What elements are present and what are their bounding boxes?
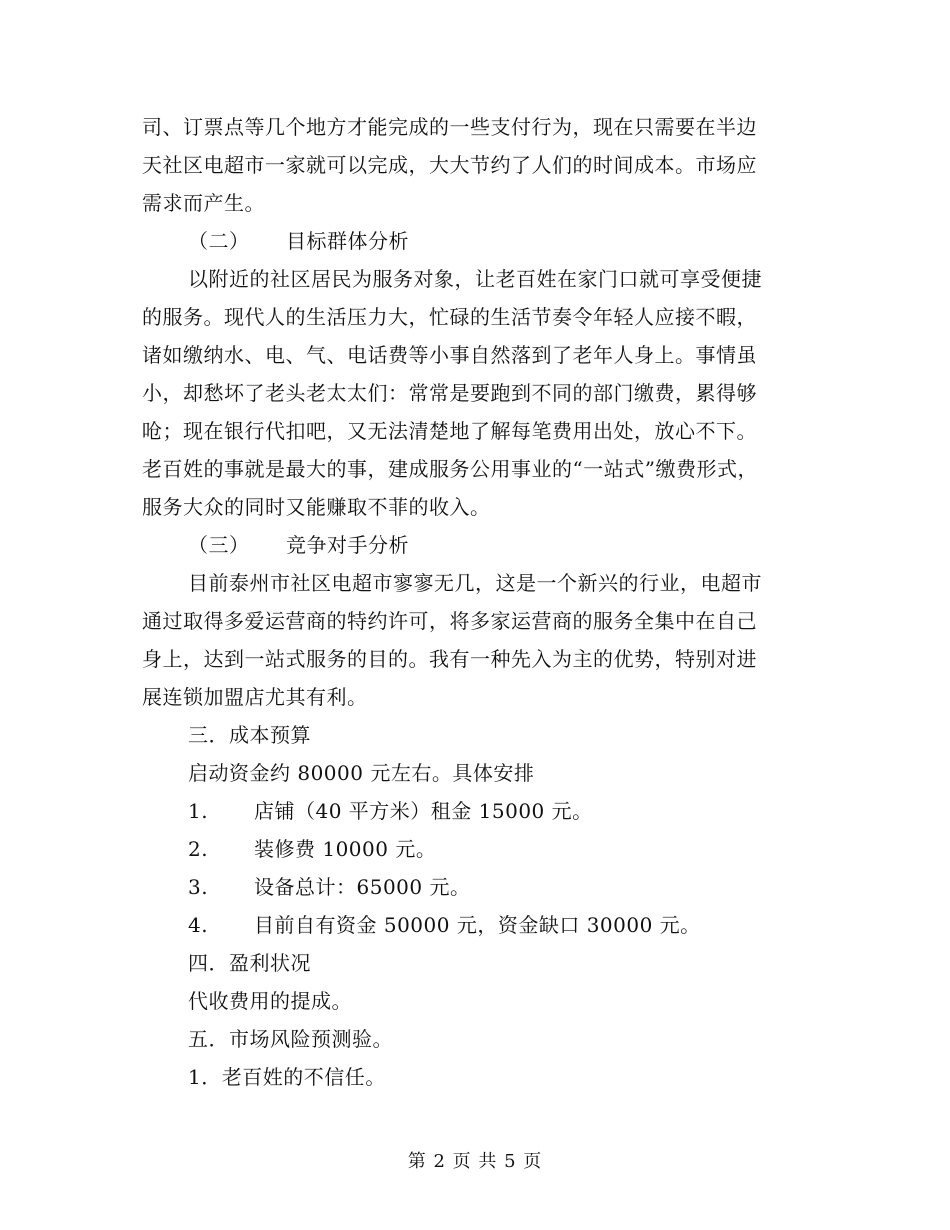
subheading-number: （三） [188,533,250,557]
paragraph-line: 四．盈利状况 [188,951,311,975]
paragraph-line: 以附近的社区居民为服务对象，让老百姓在家门口就可享受便捷 [188,267,762,291]
list-item [142,792,802,830]
list-item [142,868,802,906]
paragraph-line: 三．成本预算 [188,723,311,747]
paragraph-line: 需求而产生。 [142,191,265,215]
subheading-text: 竞争对手分析 [286,533,409,557]
section-subheading [142,222,802,260]
section-subheading [142,526,802,564]
paragraph-line: 展连锁加盟店尤其有利。 [142,685,368,709]
paragraph-line: 身上，达到一站式服务的目的。我有一种先入为主的优势，特别对进 [142,647,757,671]
paragraph-line: 1．老百姓的不信任。 [188,1065,386,1089]
paragraph-line: 呛；现在银行代扣吧，又无法清楚地了解每笔费用出处，放心不下。 [142,419,757,443]
list-item-number: 4. [188,913,209,937]
list-item-number: 3. [188,875,209,899]
document-body [142,108,802,1096]
list-item-text: 目前自有资金 50000 元，资金缺口 30000 元。 [254,913,701,937]
list-item [142,906,802,944]
paragraph-line: 司、订票点等几个地方才能完成的一些支付行为，现在只需要在半边 [142,115,757,139]
paragraph-line: 服务大众的同时又能赚取不菲的收入。 [142,495,491,519]
list-item-text: 装修费 10000 元。 [254,837,437,861]
paragraph-line: 老百姓的事就是最大的事，建成服务公用事业的“一站式”缴费形式， [142,457,758,481]
subheading-text: 目标群体分析 [286,229,409,253]
paragraph-line: 诸如缴纳水、电、气、电话费等小事自然落到了老年人身上。事情虽 [142,343,757,367]
list-item-number: 1. [188,799,209,823]
paragraph-line: 五．市场风险预测验。 [188,1027,393,1051]
list-item-text: 设备总计：65000 元。 [254,875,471,899]
list-item-number: 2. [188,837,209,861]
page-footer: 第 2 页 共 5 页 [407,1151,543,1172]
paragraph-line: 启动资金约 80000 元左右。具体安排 [188,761,535,785]
paragraph-line: 天社区电超市一家就可以完成，大大节约了人们的时间成本。市场应 [142,153,757,177]
paragraph-line: 代收费用的提成。 [188,989,352,1013]
paragraph-line: 的服务。现代人的生活压力大，忙碌的生活节奏令年轻人应接不暇， [142,305,757,329]
paragraph-line: 通过取得多爱运营商的特约许可，将多家运营商的服务全集中在自己 [142,609,757,633]
list-item-text: 店铺（40 平方米）租金 15000 元。 [254,799,593,823]
paragraph-line: 小，却愁坏了老头老太太们：常常是要跑到不同的部门缴费，累得够 [142,381,757,405]
paragraph-line: 目前泰州市社区电超市寥寥无几，这是一个新兴的行业，电超市 [188,571,762,595]
list-item [142,830,802,868]
subheading-number: （二） [188,229,250,253]
